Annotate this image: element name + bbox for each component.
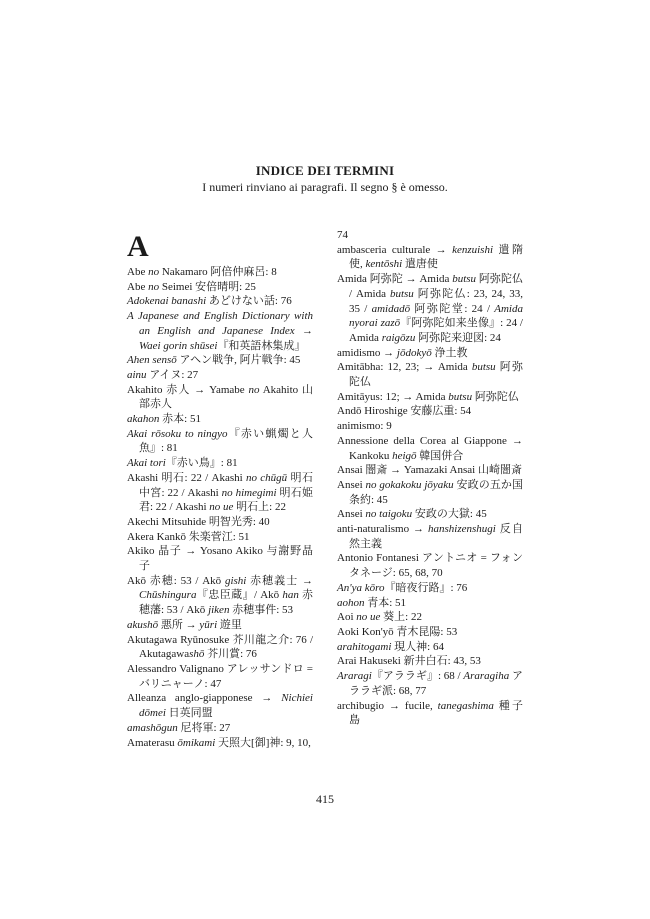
page-subtitle: I numeri rinviano ai paragrafi. Il segno § è omesso. [202,180,448,194]
section-letter: A [127,230,149,263]
index-entry: Amaterasu ōmikami 天照大[御]神: 9, 10, [127,736,311,749]
index-entry: akushō 悪所 → yūri 遊里 [127,618,242,631]
index-entry: Akashi 明石: 22 / Akashi no chūgū 明石中宮: 22 / Akashi no himegimi 明石姫君: 22 / Akashi no ue 明石上: 22 [127,471,314,514]
index-entry: aohon 青本: 51 [337,596,407,609]
index-entry: ambasceria culturale → kenzuishi 遣隋使, kentōshi 遣唐使 [337,243,524,271]
index-entry: Akō 赤穂: 53 / Akō gishi 赤穂義士 → Chūshingura『忠臣蔵』/ Akō han 赤穂藩: 53 / Akō jiken 赤穂事件: 53 [127,574,314,617]
index-entry: archibugio → fucile, tanegashima 種子島 [337,699,523,727]
page-header [0,163,650,195]
index-entry: ainu アイヌ: 27 [127,368,199,381]
index-column-left [127,228,313,750]
index-entry: Akiko 晶子 → Yosano Akiko 与謝野晶子 [127,545,313,573]
index-entry: Ansei no gokakoku jōyaku 安政の五か国条約: 45 [337,478,524,506]
index-entry: Amitābha: 12, 23; → Amida butsu 阿弥陀仏 [337,361,523,389]
page-number: 415 [316,792,334,806]
index-entry: Aoi no ue 葵上: 22 [337,611,422,624]
left-entry-list [127,265,313,750]
index-entry: Araragi『アララギ』: 68 / Araragiha アララギ派: 68, 77 [337,670,524,697]
index-entry: akahon 赤本: 51 [127,413,201,426]
index-column-right [337,228,523,728]
index-entry: A Japanese and English Dictionary with an English and Japanese Index → Waei gorin shūsei『和英語林集成』 [127,310,314,352]
index-entry: Annessione della Corea al Giappone → Kankoku heigō 韓国併合 [337,434,523,462]
page-title: INDICE DEI TERMINI [255,163,395,178]
index-entry: Alessandro Valignano アレッサンドロ = バリニャーノ: 47 [127,662,313,690]
index-entry: Abe no Nakamaro 阿倍仲麻呂: 8 [127,266,277,278]
index-entry: Akutagawa Ryūnosuke 芥川龍之介: 76 / Akutagawashō 芥川賞: 76 [127,633,313,661]
index-entry: Alleanza anglo-giapponese → Nichiei dōmei 日英同盟 [127,692,313,720]
index-entry: Akera Kankō 朱楽菅江: 51 [127,530,250,543]
index-entry: Ansai 闇斎 → Yamazaki Ansai 山崎闇斎 [337,464,522,477]
index-entry: animismo: 9 [337,420,392,433]
index-entry: Adokenai banashi あどけない話: 76 [127,295,292,308]
index-entry: arahitogami 現人神: 64 [337,640,444,653]
index-entry: Amitāyus: 12; → Amida butsu 阿弥陀仏 [337,390,519,403]
index-entry: An'ya kōro『暗夜行路』: 76 [337,581,468,594]
index-entry: Akai tori『赤い鳥』: 81 [127,457,238,470]
index-entry: amashōgun 尼将軍: 27 [127,721,231,734]
index-entry: Akechi Mitsuhide 明智光秀: 40 [127,515,270,528]
index-entry: Akahito 赤人 → Yamabe no Akahito 山部赤人 [127,383,313,411]
index-entry: Antonio Fontanesi アントニオ = フォンタネージ: 65, 68, 70 [337,552,523,580]
index-entry: Arai Hakuseki 新井白石: 43, 53 [337,655,481,668]
index-entry: Aoki Kon'yō 青木昆陽: 53 [337,625,458,638]
index-entry: amidismo → jōdokyō 浄土教 [337,346,468,359]
index-entry: Akai rōsoku to ningyo『赤い蝋燭と人魚』: 81 [127,427,313,455]
index-entry: Andō Hiroshige 安藤広重: 54 [337,405,472,418]
index-entry: Ansei no taigoku 安政の大獄: 45 [337,508,487,521]
index-entry: Ahen sensō アヘン戦争, 阿片戦争: 45 [127,354,301,367]
index-entry: Abe no Seimei 安倍晴明: 25 [127,280,256,293]
index-entry: anti-naturalismo → hanshizenshugi 反自然主義 [337,523,523,550]
index-entry: 74 [337,229,348,241]
right-entry-list [337,228,523,728]
index-entry: Amida 阿弥陀 → Amida butsu 阿弥陀仏 / Amida butsu 阿弥陀仏: 23, 24, 33, 35 / amidadō 阿弥陀堂: 24 / Amida nyorai zazō『阿弥陀如来坐像』: 24 / Amida raigōzu 阿弥陀来迎図: 24 [337,273,523,344]
